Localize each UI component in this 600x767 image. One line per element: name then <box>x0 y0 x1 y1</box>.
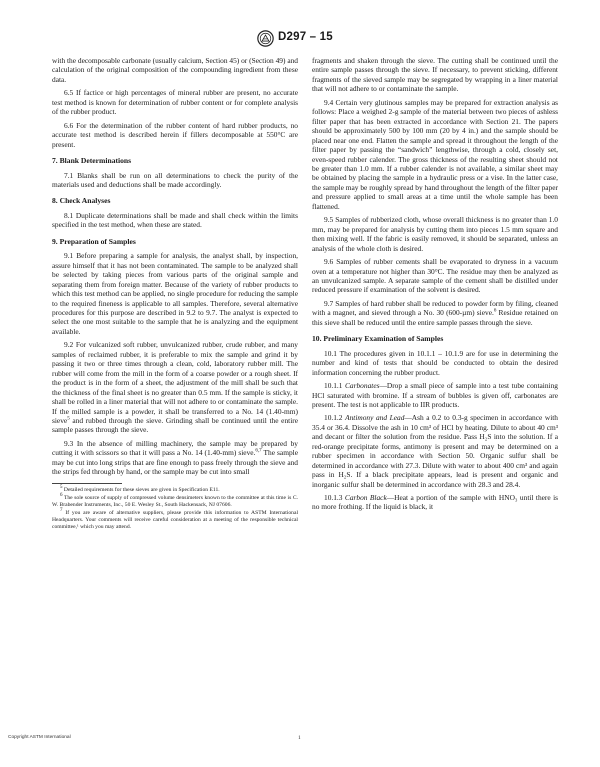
paragraph-9-2-text: 9.2 For vulcanized soft rubber, unvulcanized rubber, crude rubber, and many samples of reclaimed rubber, it is preferable to mix the sample and grind it by passing it two or three times through a clean, cold, laboratory rubber mill. The rubber will come from the mill in the form of a coarse powder or a rough sheet. If the product is in the form of a sheet, the adjustment of the mill shall be such that the thickness of the final sheet is no greater than 0.5 mm. If the sample is sticky, it shall be rolled in a liner material that will not adhere to or contaminate the sample. If the milled sample is a powder, it shall be transferred to a No. 14 (1.40-mm) sieve <box>52 340 298 425</box>
paragraph-10-1: 10.1 The procedures given in 10.1.1 – 10.1.9 are for use in determining the number and kind of tests that should be conducted to obtain the desired information concerning the rubber product. <box>312 348 558 377</box>
footnote-ref-6-7[interactable]: 6,7 <box>255 448 262 454</box>
paragraph-9-5: 9.5 Samples of rubberized cloth, whose overall thickness is no greater than 1.0 mm, may be prepared for analysis by cutting them into pieces 1.5 mm square and then mixing well. If the fabric is easily removed, it should be separated, unless an analysis of the whole cloth is desired. <box>312 215 558 253</box>
paragraph-6-4-cont: with the decomposable carbonate (usually calcium, Section 45) or (Section 49) and calculation of the original composition of the compounding ingredient from these data. <box>52 56 298 84</box>
carbon-black-title: Carbon Black <box>344 493 387 503</box>
footnote-ref-5[interactable]: 5 <box>67 416 70 422</box>
paragraph-6-5: 6.5 If factice or high percentages of mineral rubber are present, no accurate test method is known for determination of rubber content or for complete analysis of the rubber product. <box>52 88 298 117</box>
paragraph-7-1: 7.1 Blanks shall be run on all determinations to check the purity of the materials used and deductions shall be made accordingly. <box>52 170 298 189</box>
page-number: 1 <box>298 735 301 741</box>
paragraph-9-3 <box>52 439 298 477</box>
paragraph-9-7: 9.7 Samples of hard rubber shall be reduced to powder form by filing, cleaned with a magnet, and sieved through a No. 30 (600-µm) sieve.$^6$ Residue retained on this sieve shall be reduced until the entire sample passes through the sieve. <box>312 298 558 327</box>
paragraph-9-4: 9.4 Certain very glutinous samples may be prepared for extraction analysis as follows: Place a weighed 2-g sample of the material between two pieces of ashless filter paper that has been extracted in accordance with Section 21. The papers should be approximately 500 by 100 mm (20 by 4 in.) and the sample should be placed near one end. Flatten the sample and spread it throughout the length of the filter paper by passing the “sandwich” lengthwise, through a cold, closely set, even-speed rubber calender. The gross thickness of the resulting sheet should not be greater than 1.0 mm. If a rubber calender is not available, a similar sheet may be obtained by placing the sample in a hydraulic press or a vise. In the latter case, the sample may be roughly spread by hand throughout the length of the filter paper and pressure applied to small areas at a time until the whole sample has been flattened. <box>312 97 558 211</box>
footnote-divider <box>52 483 122 484</box>
paragraph-9-3-text: 9.3 In the absence of milling machinery, the sample may be prepared by cutting it with scissors so that it will pass a No. 14 (1.40-mm) sieve. <box>52 438 298 458</box>
paragraph-10-1-3: 10.1.3 Carbon Black—Heat a portion of the sample with HNO₃ until there is no more frothing. If the liquid is black, it <box>312 493 559 512</box>
paragraph-9-2-end: and rubbed through the sieve. Grinding shall be continued until the entire sample passes through the sieve. <box>52 415 298 435</box>
paragraph-10-1-2: 10.1.2 Antimony and Lead—Ash a 0.2 to 0.3-g specimen in accordance with 35.4 or 36.4. Dissolve the ash in 10 cm³ of HCl by heating. Dilute to about 40 cm³ and decant or filter the solution from the residue. Pass H₂S into the solution. If a red-orange precipitate forms, antimony is present and may be determined on a rubber specimen in accordance with Section 50. Organic sulfur shall be determined in accordance with 27.3. Dilute with water to about 400 cm³ and again pass in H₂S. If a black precipitate appears, lead is present and organic and inorganic sulfur shall be determined in accordance with 28.3 and 28.4. <box>312 413 558 489</box>
footnote-5: $^5$ Detailed requirements for these sieves are given in Specification E11. <box>60 484 220 493</box>
paragraph-9-3-end: The sample may be cut into long strips that are fine enough to pass freely through the sieve and the strips fed through by hand, or the sample may be cut into small <box>52 448 298 477</box>
left-column <box>52 56 298 532</box>
section-9-heading: 9. Preparation of Samples <box>52 236 136 246</box>
footnote-ref-6[interactable]: 6 <box>493 308 497 314</box>
section-8-heading: 8. Check Analyses <box>52 196 111 206</box>
paragraph-10-1-1: 10.1.1 Carbonates—Drop a small piece of sample into a test tube containing HCl saturated with bromine. If a stream of bubbles is given off, carbonates are present. The test is not applicable to IIR products. <box>312 381 558 409</box>
footnote-7: $^7$ If you are aware of alternative suppliers, please provide this information to ASTM International Headquarters. Your comments will receive careful consideration at a meeting of the responsible technical committee,¹ which you may attend. <box>52 507 298 530</box>
paragraph-9-6: 9.6 Samples of rubber cements shall be evaporated to dryness in a vacuum oven at a temperature not higher than 30°C. The residue may then be analyzed as an unvulcanized sample. A separate sample of the cement shall be distilled under reduced pressure if examination of the solvent is desired. <box>312 257 558 295</box>
document-designation: D297 – 15 <box>278 31 333 43</box>
paragraph-8-1: 8.1 Duplicate determinations shall be made and shall check within the limits specified in the test method, when these are stated. <box>52 210 298 230</box>
paragraph-9-1: 9.1 Before preparing a sample for analysis, the analyst shall, by inspection, assure himself that it has not been contaminated. The sample to be analyzed shall be selected by taking pieces from various parts of the original sample and separating them from foreign matter. Because of the variety of rubber products to which this test method can be applied, no single procedure for reducing the sample to the required fineness is applicable to all samples. Therefore, several alternative procedures for this purpose are described in 9.2 to 9.7. The analyst is expected to select the one most suitable to the sample that he is analyzing and the equipment available. <box>52 251 298 336</box>
section-7-heading: 7. Blank Determinations <box>52 156 132 166</box>
paragraph-9-2 <box>52 340 298 435</box>
paragraph-9-3-cont: fragments and shaken through the sieve. The cutting shall be continued until the entire sample passes through the sieve. If necessary, to prevent sticking, different fragments of the sieved sample may be segregated by wrapping in a liner material that will not adhere to or contaminate the sample. <box>312 56 558 94</box>
paragraph-6-6: 6.6 For the determination of the rubber content of hard rubber products, no accurate test method is described herein if fillers decomposable at 550°C are present. <box>52 120 298 149</box>
carbonates-title: Carbonates <box>344 381 380 391</box>
astm-logo-icon <box>257 30 274 47</box>
page-header <box>0 30 600 48</box>
antimony-lead-title: Antimony and Lead <box>345 413 405 423</box>
footnote-6: $^6$ The sole source of supply of compressed volume densimeters known to the committee at this time is C. W. Brabender Instruments, Inc., 50 E. Wesley St., South Hackensack, NJ 07606. <box>52 492 298 508</box>
section-10-heading: 10. Preliminary Examination of Samples <box>312 334 444 344</box>
copyright-notice: Copyright ASTM International <box>8 735 71 740</box>
right-column <box>312 56 558 516</box>
